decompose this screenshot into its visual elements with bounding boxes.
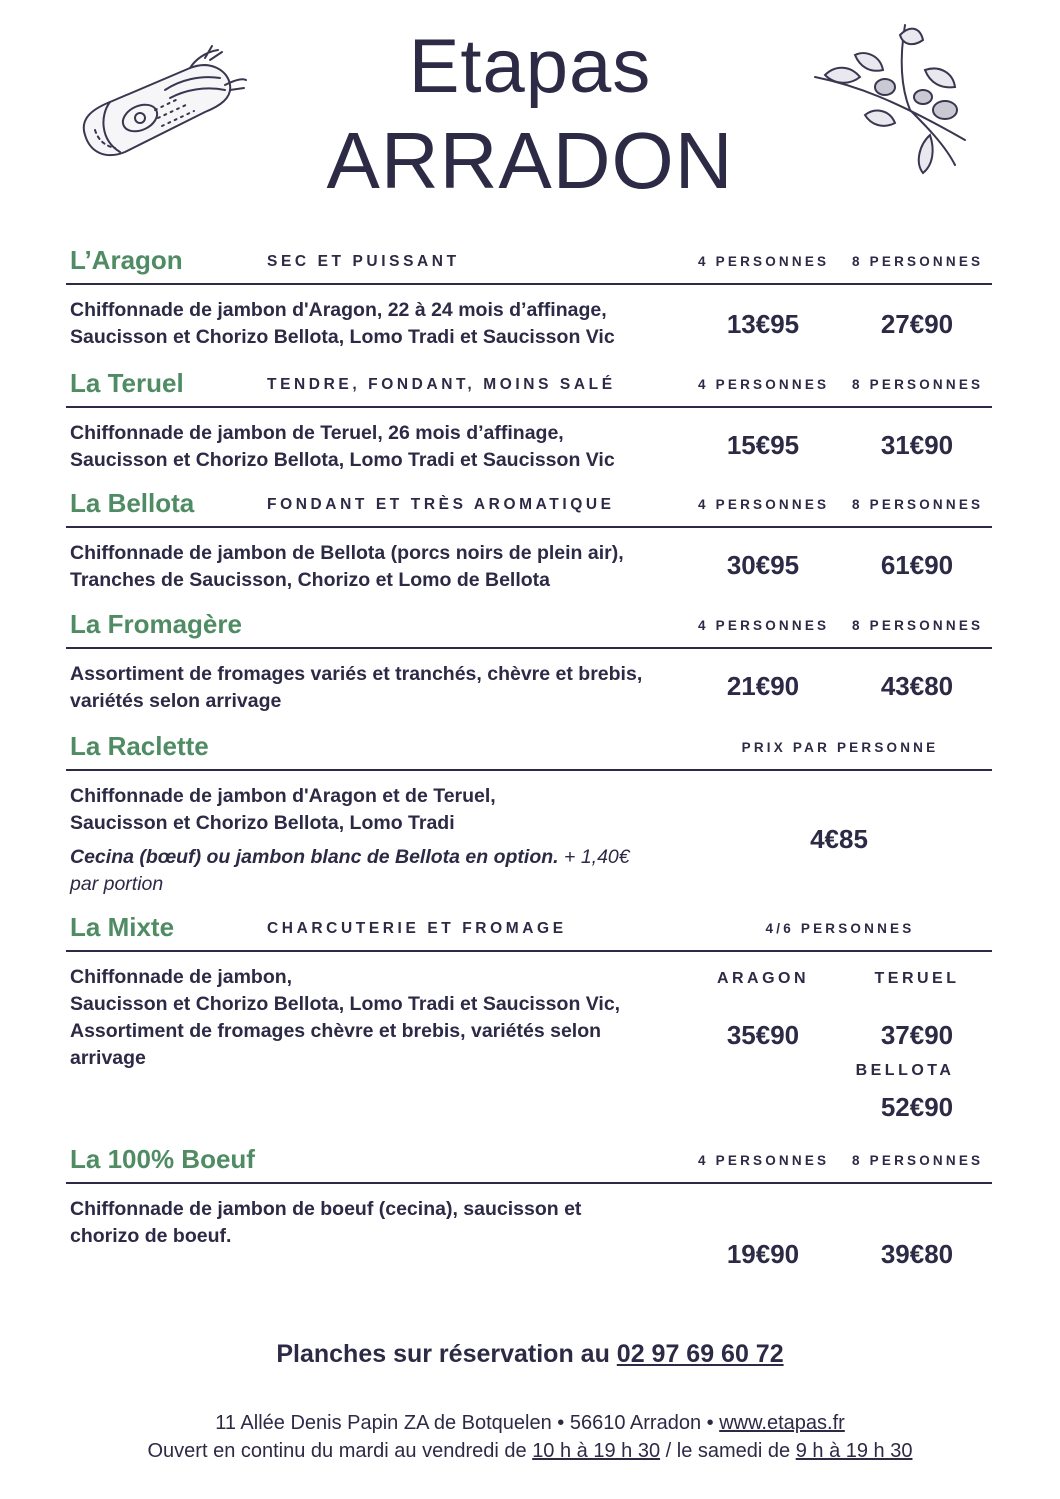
column-header-4-persons: 4 PERSONNES	[698, 618, 830, 633]
column-header-8-persons: 8 PERSONNES	[852, 377, 984, 392]
label-bellota: BELLOTA	[855, 1062, 955, 1079]
section-description: Chiffonnade de jambon de Bellota (porcs noirs de plein air), Tranches de Saucisson, Chorizo et Lomo de Bellota	[70, 542, 624, 591]
section-title: La Mixte	[70, 912, 175, 942]
section-description: Chiffonnade de jambon d'Aragon, 22 à 24 mois d’affinage, Saucisson et Chorizo Bellota, Lomo Tradi et Saucisson Vic	[70, 299, 615, 348]
section-tagline: FONDANT ET TRÈS AROMATIQUE	[267, 496, 615, 513]
section-description: Chiffonnade de jambon d'Aragon et de Teruel, Saucisson et Chorizo Bellota, Lomo Tradi	[70, 785, 496, 834]
section-title: La 100% Boeuf	[70, 1144, 255, 1174]
price-8-persons: 31€90	[880, 430, 954, 460]
price-4-persons: 19€90	[726, 1239, 800, 1269]
price-per-person: 4€85	[810, 824, 868, 854]
menu-section-mixte	[66, 907, 992, 1122]
page-title: Etapas	[408, 24, 652, 109]
section-tagline: CHARCUTERIE ET FROMAGE	[267, 920, 567, 937]
column-header-4-persons: 4 PERSONNES	[698, 497, 830, 512]
price-4-persons: 21€90	[726, 671, 800, 701]
price-8-persons: 39€80	[880, 1239, 954, 1269]
column-header-price-per-person: PRIX PAR PERSONNE	[741, 740, 939, 755]
section-description: Chiffonnade de jambon de boeuf (cecina), saucisson et chorizo de boeuf.	[70, 1198, 582, 1247]
section-tagline: TENDRE, FONDANT, MOINS SALÉ	[267, 376, 616, 393]
section-description: Chiffonnade de jambon, Saucisson et Chorizo Bellota, Lomo Tradi et Saucisson Vic, Assortiment de fromages chèvre et brebis, variétés selon arrivage	[70, 966, 621, 1069]
price-4-persons: 30€95	[726, 550, 800, 580]
column-header-8-persons: 8 PERSONNES	[852, 618, 984, 633]
column-header-4-persons: 4 PERSONNES	[698, 377, 830, 392]
column-header-4-persons: 4 PERSONNES	[698, 1153, 830, 1168]
section-title: La Teruel	[70, 368, 184, 398]
menu-section-fromagere	[66, 604, 992, 712]
column-header-8-persons: 8 PERSONNES	[852, 254, 984, 269]
address-line: 11 Allée Denis Papin ZA de Botquelen • 56610 Arradon • www.etapas.fr	[215, 1412, 845, 1434]
column-header-4-6-persons: 4/6 PERSONNES	[765, 921, 915, 936]
menu-section-raclette	[66, 726, 992, 895]
price-4-persons: 13€95	[726, 309, 800, 339]
menu-section-boeuf	[66, 1139, 992, 1269]
section-description: Chiffonnade de jambon de Teruel, 26 mois d’affinage, Saucisson et Chorizo Bellota, Lomo Tradi et Saucisson Vic	[70, 422, 615, 471]
section-description: Assortiment de fromages variés et tranchés, chèvre et brebis, variétés selon arrivage	[70, 663, 643, 712]
opening-hours-line: Ouvert en continu du mardi au vendredi de 10 h à 19 h 30 / le samedi de 9 h à 19 h 30	[147, 1440, 913, 1462]
price-8-persons: 61€90	[880, 550, 954, 580]
label-aragon: ARAGON	[716, 970, 810, 987]
section-title: L’Aragon	[70, 245, 183, 275]
olive-branch-illustration	[805, 15, 980, 180]
website-link[interactable]: www.etapas.fr	[719, 1412, 845, 1434]
menu-section-bellota	[66, 483, 992, 591]
page-subtitle: ARRADON	[326, 116, 734, 205]
price-4-persons: 15€95	[726, 430, 800, 460]
price-8-persons: 43€80	[880, 671, 954, 701]
reservation-line: Planches sur réservation au 02 97 69 60 72	[276, 1340, 784, 1368]
column-header-4-persons: 4 PERSONNES	[698, 254, 830, 269]
price-8-persons: 27€90	[880, 309, 954, 339]
option-note: Cecina (bœuf) ou jambon blanc de Bellota en option. + 1,40€ par portion	[70, 846, 630, 895]
charcuterie-illustration	[70, 40, 250, 180]
column-header-8-persons: 8 PERSONNES	[852, 497, 984, 512]
section-title: La Raclette	[70, 731, 209, 761]
section-title: La Bellota	[70, 488, 195, 518]
menu-section-teruel	[66, 363, 992, 471]
price-bellota: 52€90	[880, 1092, 954, 1122]
weekday-hours: 10 h à 19 h 30	[532, 1440, 661, 1462]
label-teruel: TERUEL	[874, 970, 960, 987]
column-header-8-persons: 8 PERSONNES	[852, 1153, 984, 1168]
saturday-hours: 9 h à 19 h 30	[795, 1440, 913, 1462]
phone-link[interactable]: 02 97 69 60 72	[616, 1340, 784, 1368]
price-aragon: 35€90	[726, 1020, 800, 1050]
menu-section-aragon	[66, 240, 992, 348]
section-tagline: SEC ET PUISSANT	[267, 253, 460, 270]
section-title: La Fromagère	[70, 609, 242, 639]
price-teruel: 37€90	[880, 1020, 954, 1050]
